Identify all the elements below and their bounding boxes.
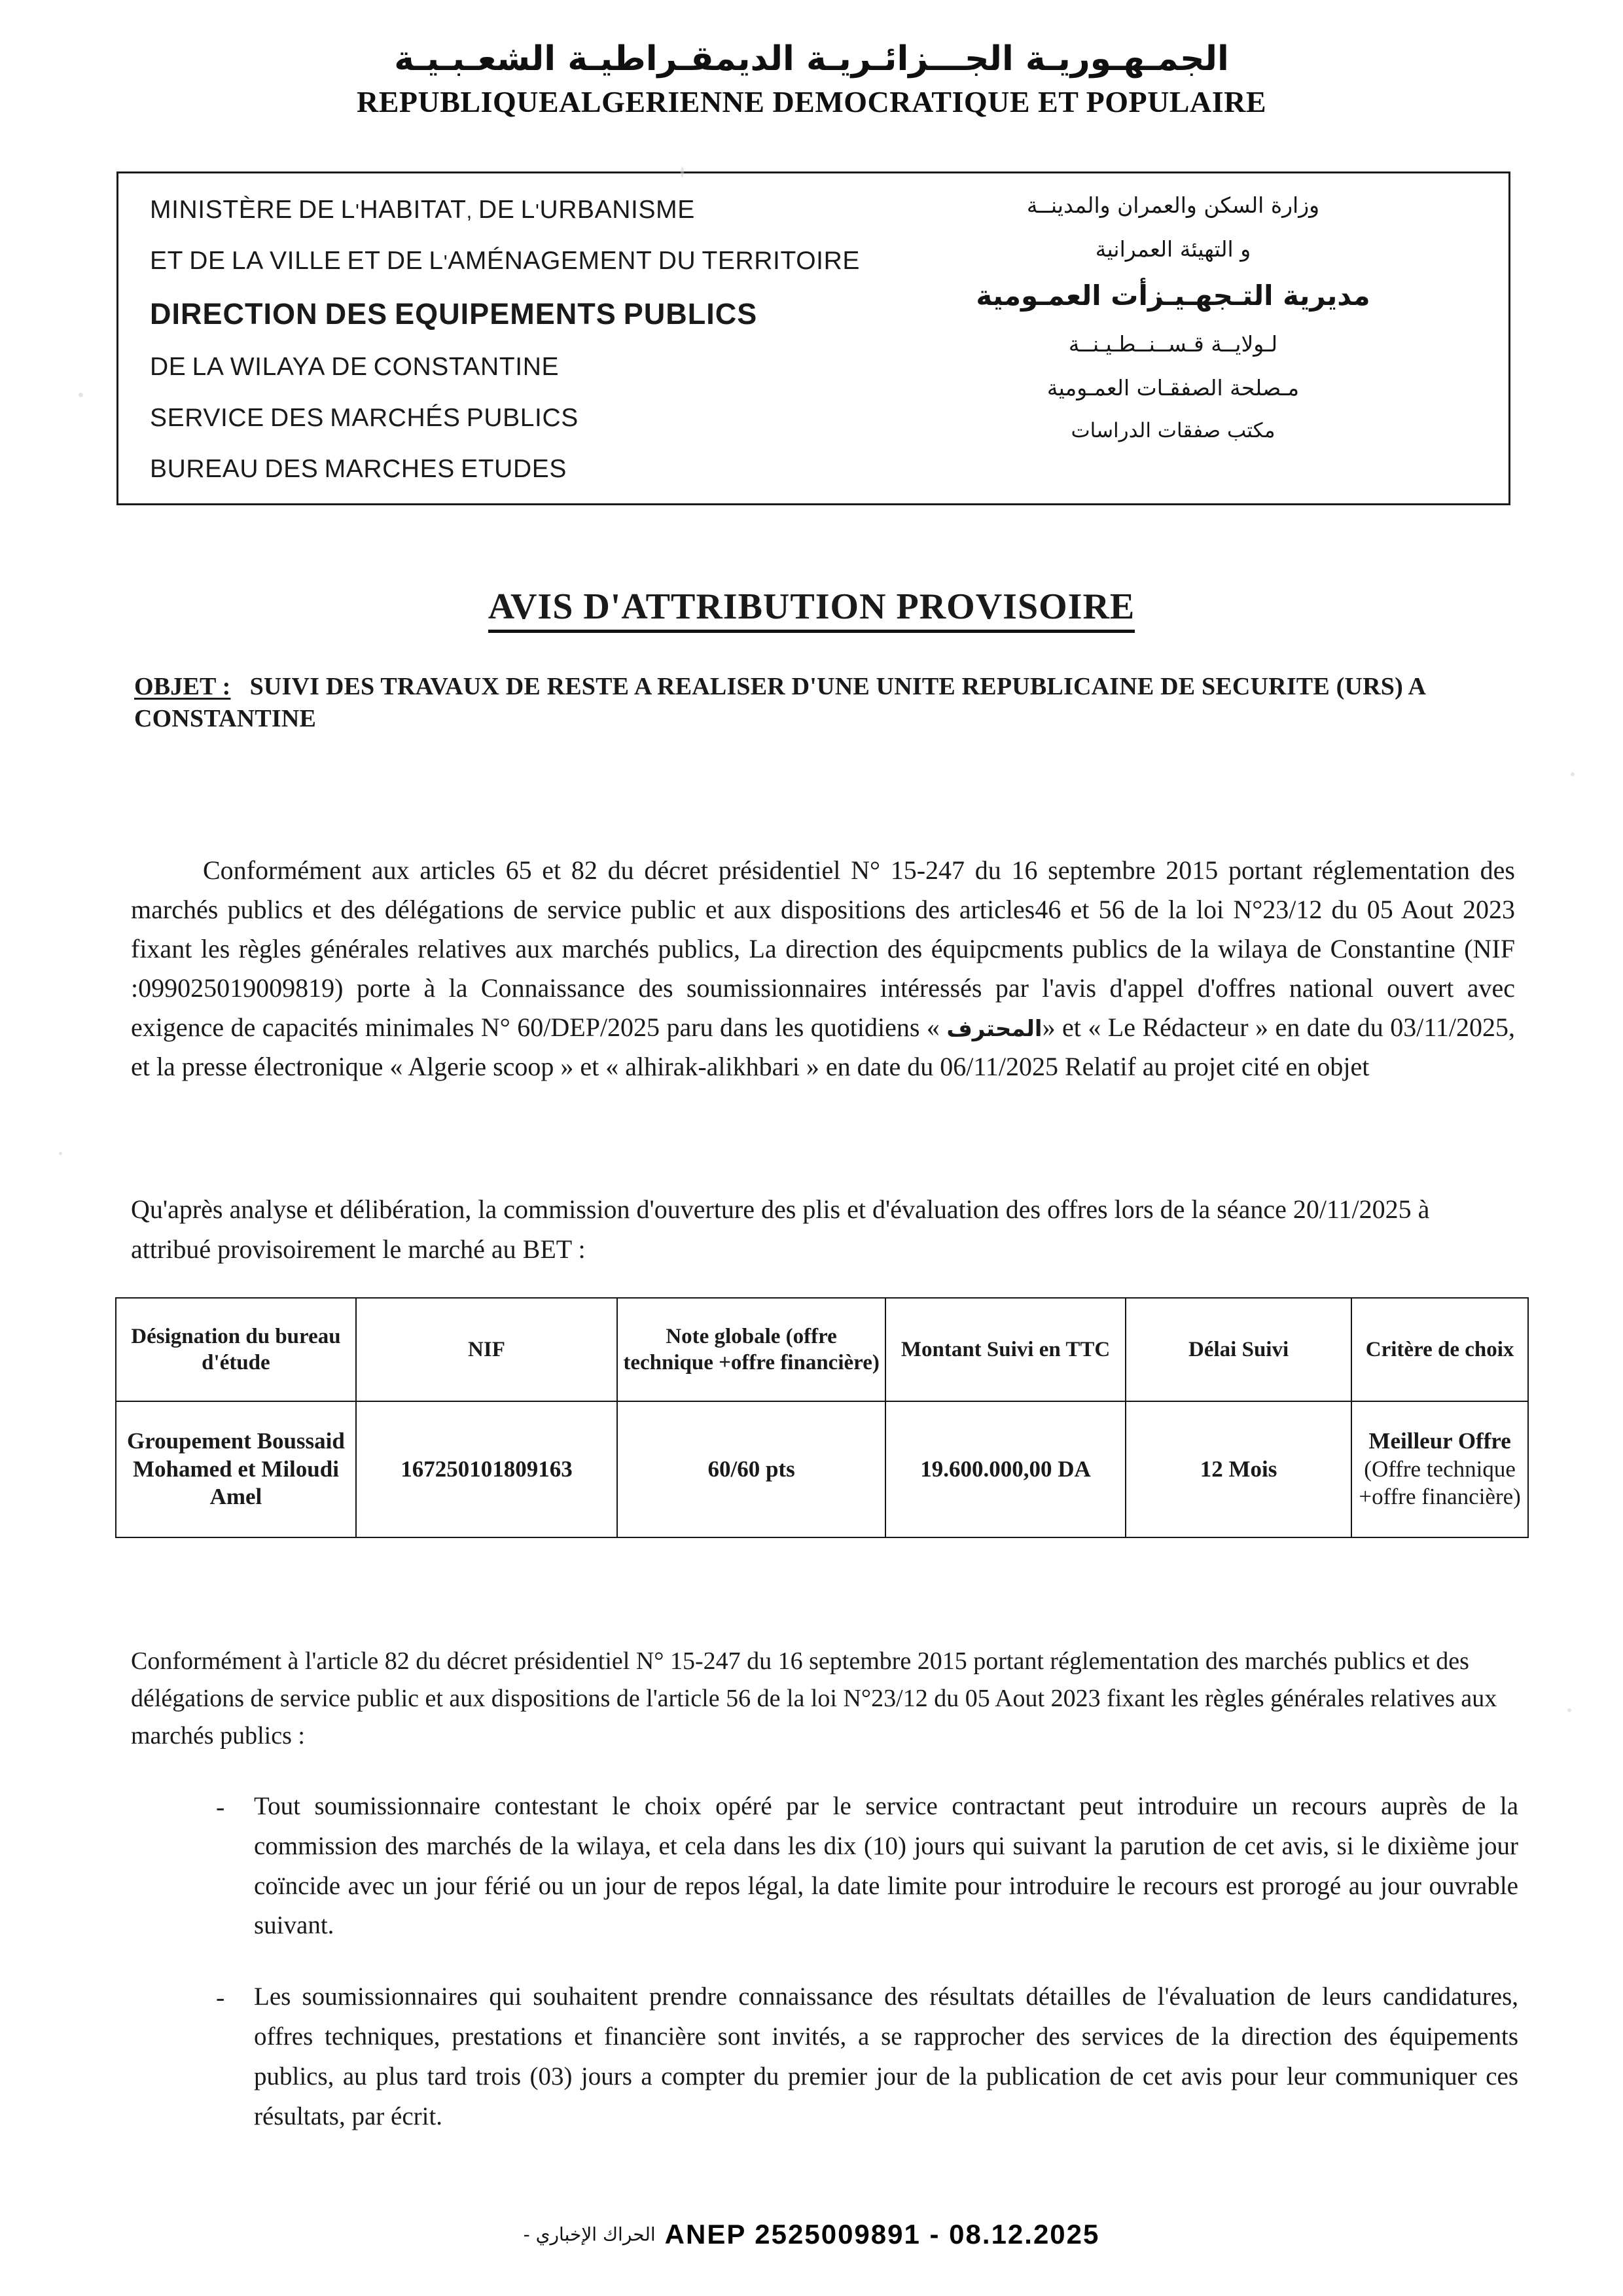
objet-label: OBJET : <box>134 673 231 700</box>
cell-delai: 12 Mois <box>1126 1401 1351 1537</box>
scan-speckle <box>681 167 684 177</box>
national-heading <box>0 0 1623 119</box>
ministry-line-1: MINISTÈRE DE L'HABITAT, DE L'URBANISME <box>150 196 695 224</box>
commission-text-b: à attribué provisoirement le marché au <box>131 1194 1430 1264</box>
bullet-text-2: Les soumissionnaires qui souhaitent prendre connaissance des résultats détailles de l'évaluation de leurs candidatures, offres techniques, prestations et financière sont invités, a se rapprocher des services de la direction des équipements publics, au plus tard trois (03) jours a compter du premier jour de la publication de cet avis pour leur communiquer ces résultats, par écrit. <box>254 1982 1518 2130</box>
scan-speckle <box>1571 772 1575 776</box>
ministry-french-column <box>118 173 869 503</box>
ministry-line-3: DIRECTION DES EQUIPEMENTS PUBLICS <box>150 297 758 331</box>
th-note-globale: Note globale (offre technique +offre financière) <box>617 1298 885 1401</box>
ministry-header-box <box>116 171 1510 505</box>
bullet-list <box>216 1787 1518 2168</box>
cell-critere <box>1351 1401 1528 1537</box>
newspaper-name-arabic: المحترف <box>946 1016 1043 1042</box>
paragraph-conformity <box>131 851 1515 1086</box>
list-item <box>216 1977 1518 2136</box>
page-title <box>0 586 1623 628</box>
bullet-dash-icon: - <box>216 1792 225 1821</box>
th-critere: Critère de choix <box>1351 1298 1528 1401</box>
award-table-wrapper <box>115 1297 1529 1538</box>
scan-speckle <box>1567 1708 1571 1712</box>
cell-designation: Groupement Boussaid Mohamed et Miloudi Amel <box>116 1401 356 1537</box>
body-section <box>131 851 1515 1098</box>
th-designation: Désignation du bureau d'étude <box>116 1298 356 1401</box>
scan-speckle <box>59 1152 62 1155</box>
ministry-arabic-column <box>869 173 1508 503</box>
th-delai: Délai Suivi <box>1126 1298 1351 1401</box>
table-header-row <box>116 1298 1528 1401</box>
paragraph-commission <box>131 1190 1515 1270</box>
ministry-ar-line-2: و التهيئة العمرانية <box>1095 236 1251 262</box>
critere-rest: (Offre technique +offre financière) <box>1359 1456 1521 1510</box>
table-row <box>116 1401 1528 1537</box>
scan-speckle <box>79 393 83 397</box>
objet-block <box>134 671 1515 734</box>
anep-footer <box>0 2219 1623 2250</box>
bet-label: BET : <box>522 1234 586 1264</box>
bullet-text-1: Tout soumissionnaire contestant le choix opéré par le service contractant peut introduire un recours auprès de la commission des marchés de la wilaya, et cela dans les dix (10) jours qui suivant la parution de cet avis, si le dixième jour coïncide avec un jour férié ou un jour de repos légal, la date limite pour introduire le recours est prorogé au jour ouvrable suivant. <box>254 1792 1518 1940</box>
critere-bold: Meilleur Offre <box>1368 1427 1511 1454</box>
bullet-dash-icon: - <box>216 1982 225 2013</box>
lower-paragraph: Conformément à l'article 82 du décret présidentiel N° 15-247 du 16 septembre 2015 portant réglementation des marchés publics et des délégations de service public et aux dispositions de l'article 56 de la loi N°23/12 du 05 Aout 2023 fixant les règles générales relatives aux marchés publics : <box>131 1647 1497 1749</box>
award-table <box>115 1297 1529 1538</box>
session-date: 20/11/2025 <box>1293 1194 1412 1224</box>
ministry-line-4: DE LA WILAYA DE CONSTANTINE <box>150 353 560 381</box>
lower-paragraph-section <box>131 1643 1515 1755</box>
paragraph-conformity-part1: Conformément aux articles 65 et 82 du décret présidentiel N° 15-247 du 16 septembre 2015 portant réglementation des marchés publics et des délégations de service public et aux dispositions des articles46 et 56 de la loi N°23/12 du 05 Aout 2023 fixant les règles générales relatives aux marchés publics, La direction des équipcments publics de la wilaya de Constantine (NIF :099025019009819) porte à la Connaissance des soumissionnaires intéressés par l'avis d'appel d'offres national ouvert avec exigence de capacités minimales N° 60/DEP/2025 paru dans les quotidiens « <box>131 855 1515 1042</box>
ministry-ar-line-6: مكتب صفقات الدراسات <box>1071 419 1275 442</box>
ministry-line-2: ET DE LA VILLE ET DE L'AMÉNAGEMENT DU TERRITOIRE <box>150 247 860 275</box>
page-title-text: AVIS D'ATTRIBUTION PROVISOIRE <box>488 586 1135 633</box>
cell-note-globale: 60/60 pts <box>617 1401 885 1537</box>
ministry-line-5: SERVICE DES MARCHÉS PUBLICS <box>150 404 579 432</box>
ministry-ar-line-4: لـولايــة قـســنــطـيـنــة <box>1068 331 1278 357</box>
ministry-ar-line-3: مديرية التـجهـيـزأت العمـومية <box>976 279 1370 312</box>
ministry-ar-line-1: وزارة السكن والعمران والمدينــة <box>1026 192 1320 218</box>
list-item <box>216 1787 1518 1946</box>
th-nif: NIF <box>356 1298 617 1401</box>
th-montant: Montant Suivi en TTC <box>885 1298 1126 1401</box>
ministry-line-6: BUREAU DES MARCHES ETUDES <box>150 455 567 483</box>
anep-code: ANEP 2525009891 - 08.12.2025 <box>664 2219 1100 2250</box>
cell-nif: 167250101809163 <box>356 1401 617 1537</box>
anep-arabic-source: الحراك الإخباري - <box>523 2223 656 2246</box>
commission-text-a: Qu'après analyse et délibération, la commission d'ouverture des plis et d'évaluation des offres lors de la séance <box>131 1194 1293 1224</box>
objet-text: SUIVI DES TRAVAUX DE RESTE A REALISER D'UNE UNITE REPUBLICAINE DE SECURITE (URS) A CONSTANTINE <box>134 673 1425 732</box>
paragraph-conformity-part2: » et « Le Rédacteur » en date du 03/11/2025, et la presse électronique « Algerie scoop » et « alhirak-alikhbari » en date du 06/11/2025 Relatif au projet cité en objet <box>131 1013 1515 1081</box>
republic-french: REPUBLIQUEALGERIENNE DEMOCRATIQUE ET POPULAIRE <box>357 85 1266 118</box>
ministry-ar-line-5: مـصلحة الصفقـات العمـومية <box>1046 375 1300 401</box>
republic-arabic: الجمـهـوريـة الجـــزائـريـة الديمقـراطيـة الشعـبـيـة <box>394 39 1229 79</box>
cell-montant: 19.600.000,00 DA <box>885 1401 1126 1537</box>
